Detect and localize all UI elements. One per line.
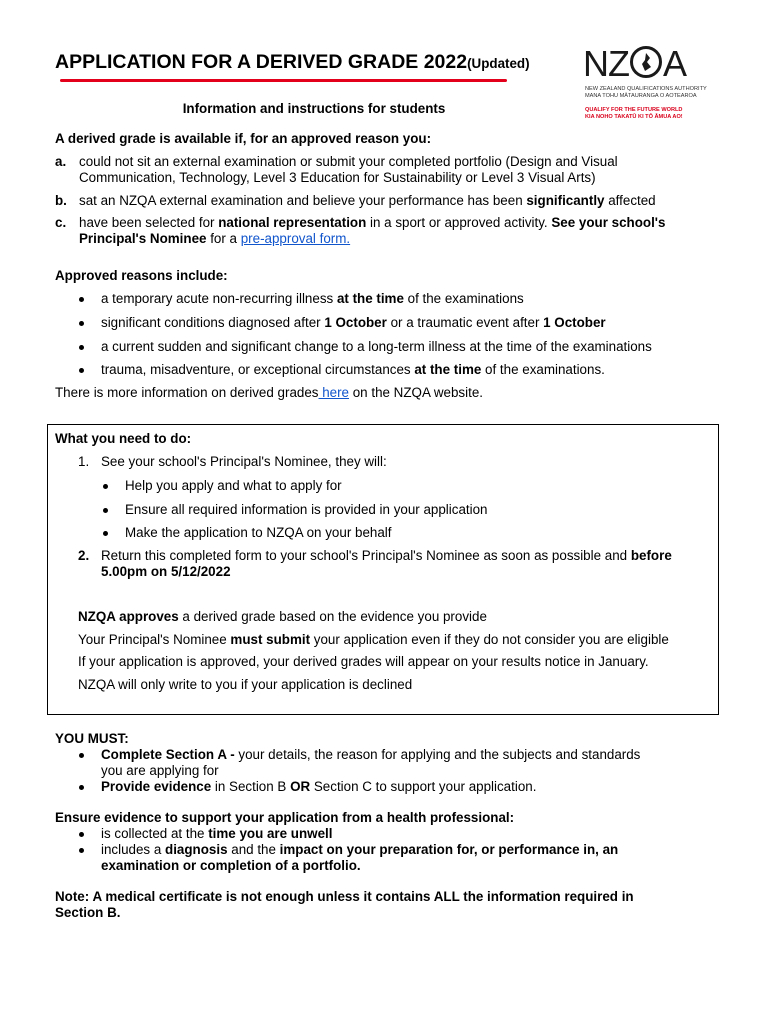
logo-line-2: MANA TOHU MĀTAURANGA O AOTEAROA (585, 93, 697, 99)
todo-para-1: NZQA approves a derived grade based on the evidence you provide (78, 609, 487, 624)
evidence-item-2-line-2: examination or completion of a portfolio. (101, 858, 361, 873)
must-heading: YOU MUST: (55, 731, 129, 746)
approved-heading: Approved reasons include: (55, 268, 228, 283)
todo-heading: What you need to do: (55, 431, 192, 446)
step-2-number: 2. (78, 548, 90, 563)
bullet-icon (79, 832, 84, 837)
bullet-icon (103, 531, 108, 536)
bullet-icon (79, 848, 84, 853)
bullet-icon (79, 297, 84, 302)
step-2-line-1: Return this completed form to your school's Principal's Nominee as soon as possible and before (101, 548, 672, 563)
note-line-1: Note: A medical certificate is not enough unless it contains ALL the information required in (55, 889, 634, 904)
must-item-2: Provide evidence in Section B OR Section C to support your application. (101, 779, 537, 794)
evidence-item-2-line-1: includes a diagnosis and the impact on your preparation for, or performance in, an (101, 842, 619, 857)
step-1-item-3: Make the application to NZQA on your behalf (125, 525, 392, 540)
todo-para-2: Your Principal's Nominee must submit your application even if they do not consider you are eligible (78, 632, 669, 647)
bullet-icon (79, 753, 84, 758)
bullet-icon (103, 508, 108, 513)
pre-approval-form-link[interactable]: pre-approval form. (240, 231, 351, 246)
approved-item-3: a current sudden and significant change to a long-term illness at the time of the examinations (101, 339, 652, 354)
subheading: Information and instructions for students (182, 101, 446, 116)
logo-line-1: NEW ZEALAND QUALIFICATIONS AUTHORITY (585, 86, 707, 92)
item-letter-a: a. (55, 154, 67, 169)
step-1: See your school's Principal's Nominee, they will: (101, 454, 387, 469)
page-title: APPLICATION FOR A DERIVED GRADE 2022(Updated) (55, 51, 530, 73)
note-line-2: Section B. (55, 905, 121, 920)
bullet-icon (79, 345, 84, 350)
step-2-line-2: 5.00pm on 5/12/2022 (101, 564, 231, 579)
intro-heading: A derived grade is available if, for an approved reason you: (55, 131, 432, 146)
evidence-item-1: is collected at the time you are unwell (101, 826, 333, 841)
bullet-icon (79, 321, 84, 326)
step-1-item-2: Ensure all required information is provided in your application (125, 502, 488, 517)
item-a-line-2: Communication, Technology, Level 3 Education for Sustainability or Level 3 Visual Arts) (79, 170, 596, 185)
must-item-1-line-2: you are applying for (101, 763, 219, 778)
todo-para-4: NZQA will only write to you if your application is declined (78, 677, 413, 692)
nzqa-logo: NZ A NEW ZEALAND QUALIFICATIONS AUTHORITY MANA TOHU MĀTAURANGA O AOTEAROA QUALIFY FOR THE FUTURE WORLD KIA NOHO TAKATŪ KI TŌ ĀMUA AO! (583, 43, 707, 120)
must-item-1-line-1: Complete Section A - your details, the reason for applying and the subjects and standards (101, 747, 641, 762)
title-suffix: (Updated) (467, 56, 530, 71)
item-letter-c: c. (55, 215, 67, 230)
item-letter-b: b. (55, 193, 67, 208)
approved-item-2: significant conditions diagnosed after 1 October or a traumatic event after 1 October (101, 315, 606, 330)
step-1-item-1: Help you apply and what to apply for (125, 478, 342, 493)
step-1-number: 1. (78, 454, 90, 469)
todo-para-3: If your application is approved, your derived grades will appear on your results notice in January. (78, 654, 649, 669)
approved-item-1: a temporary acute non-recurring illness at the time of the examinations (101, 291, 524, 306)
bullet-icon (103, 484, 108, 489)
more-info-link[interactable]: here (318, 385, 350, 400)
more-info: There is more information on derived grades here on the NZQA website. (55, 385, 483, 400)
logo-line-3: QUALIFY FOR THE FUTURE WORLD (585, 107, 683, 113)
item-c-line-1: have been selected for national representation in a sport or approved activity. See your school's (79, 215, 666, 230)
evidence-heading: Ensure evidence to support your application from a health professional: (55, 810, 515, 825)
item-a-line-1: could not sit an external examination or submit your completed portfolio (Design and Visual (79, 154, 618, 169)
logo-line-4: KIA NOHO TAKATŪ KI TŌ ĀMUA AO! (585, 114, 683, 120)
title-underline (60, 79, 507, 82)
item-c-line-2: Principal's Nominee for a pre-approval form. (79, 231, 351, 246)
bullet-icon (79, 785, 84, 790)
item-b: sat an NZQA external examination and believe your performance has been significantly affected (79, 193, 656, 208)
bullet-icon (79, 368, 84, 373)
approved-item-4: trauma, misadventure, or exceptional circumstances at the time of the examinations. (101, 362, 605, 377)
